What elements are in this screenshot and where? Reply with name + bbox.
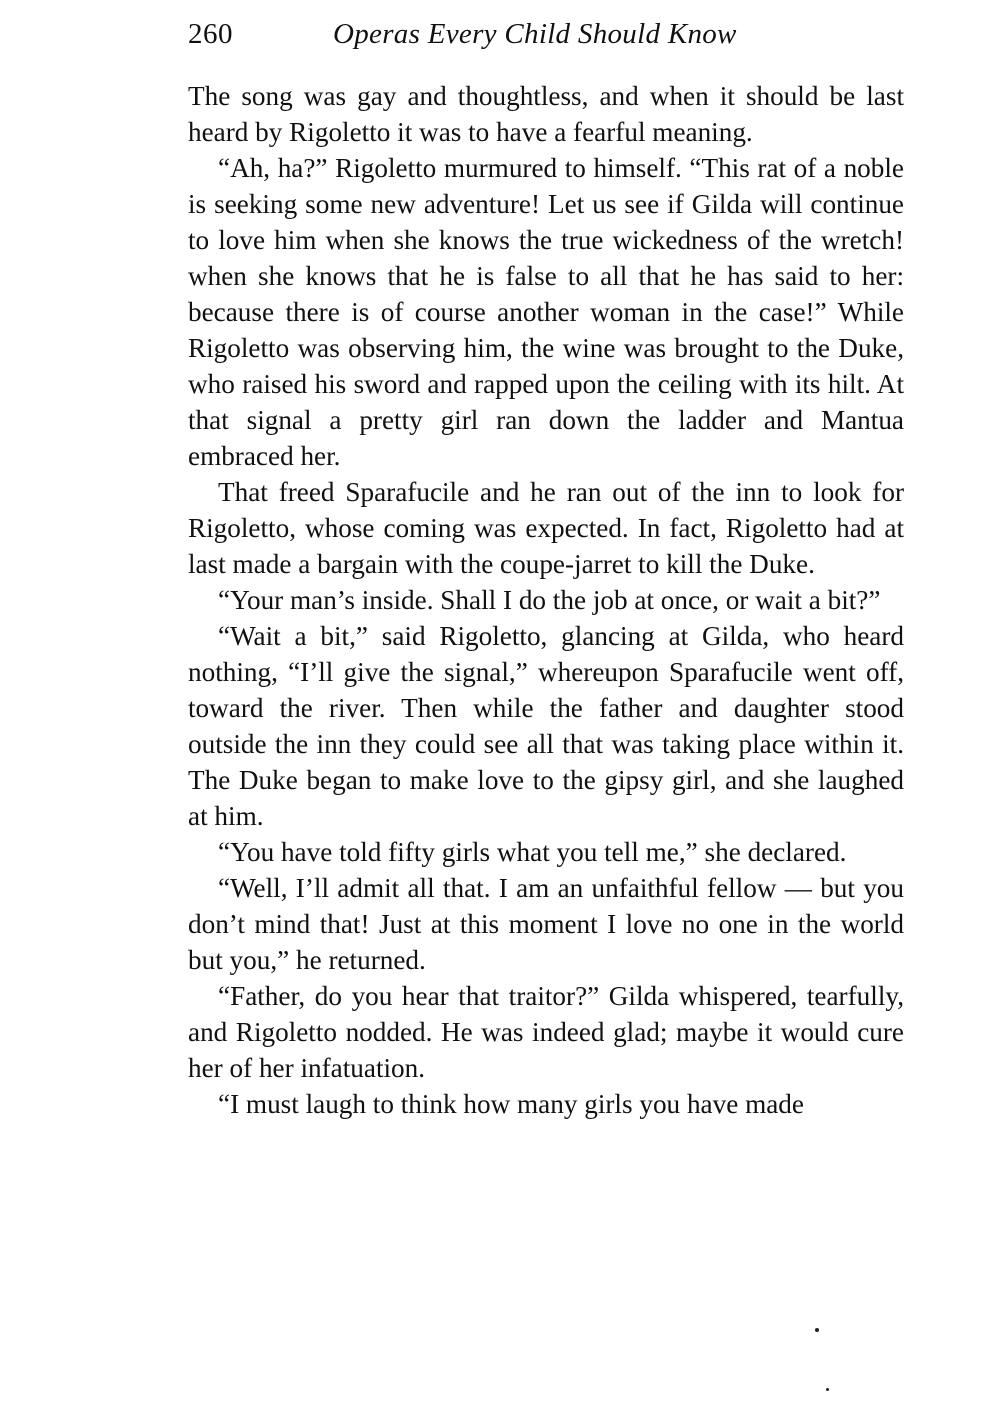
paragraph: That freed Sparafucile and he ran out of the inn to look for Rigoletto, whose coming was expected. In fact, Rigoletto had at last made a bargain with the coupe-jarret to kill the Duke.	[188, 477, 904, 579]
paragraph: “Ah, ha?” Rigoletto murmured to himself. “This rat of a noble is seeking some new adventure! Let us see if Gilda will continue to love him when she knows the true wickedness of the wretch! when she knows that he is false to all that he has said to her: because there is of course another woman in the case!” While Rigoletto was observing him, the wine was brought to the Duke, who raised his sword and rapped upon the ceiling with its hilt. At that signal a pretty girl ran down the ladder and Mantua embraced her.	[188, 153, 904, 471]
scan-speck	[826, 1388, 829, 1391]
running-title: Operas Every Child Should Know	[333, 18, 737, 50]
body-text	[188, 78, 904, 1122]
paragraph: “Well, I’ll admit all that. I am an unfaithful fellow — but you don’t mind that! Just at this moment I love no one in the world but you,” he returned.	[188, 873, 904, 975]
paragraph: “Your man’s inside. Shall I do the job at once, or wait a bit?”	[218, 585, 881, 615]
paragraph: “Father, do you hear that traitor?” Gilda whispered, tearfully, and Rigoletto nodded. He was indeed glad; maybe it would cure her of her infatuation.	[188, 981, 904, 1083]
paragraph: “Wait a bit,” said Rigoletto, glancing at Gilda, who heard nothing, “I’ll give the signal,” whereupon Sparafucile went off, toward the river. Then while the father and daughter stood outside the inn they could see all that was taking place within it. The Duke began to make love to the gipsy girl, and she laughed at him.	[188, 621, 904, 831]
scan-speck	[815, 1328, 819, 1332]
page-number: 260	[188, 18, 233, 50]
paragraph: “You have told fifty girls what you tell me,” she declared.	[218, 837, 847, 867]
paragraph: “I must laugh to think how many girls you have made	[218, 1089, 804, 1119]
running-head	[188, 18, 908, 58]
paragraph: The song was gay and thoughtless, and when it should be last heard by Rigoletto it was to have a fearful meaning.	[188, 81, 904, 147]
